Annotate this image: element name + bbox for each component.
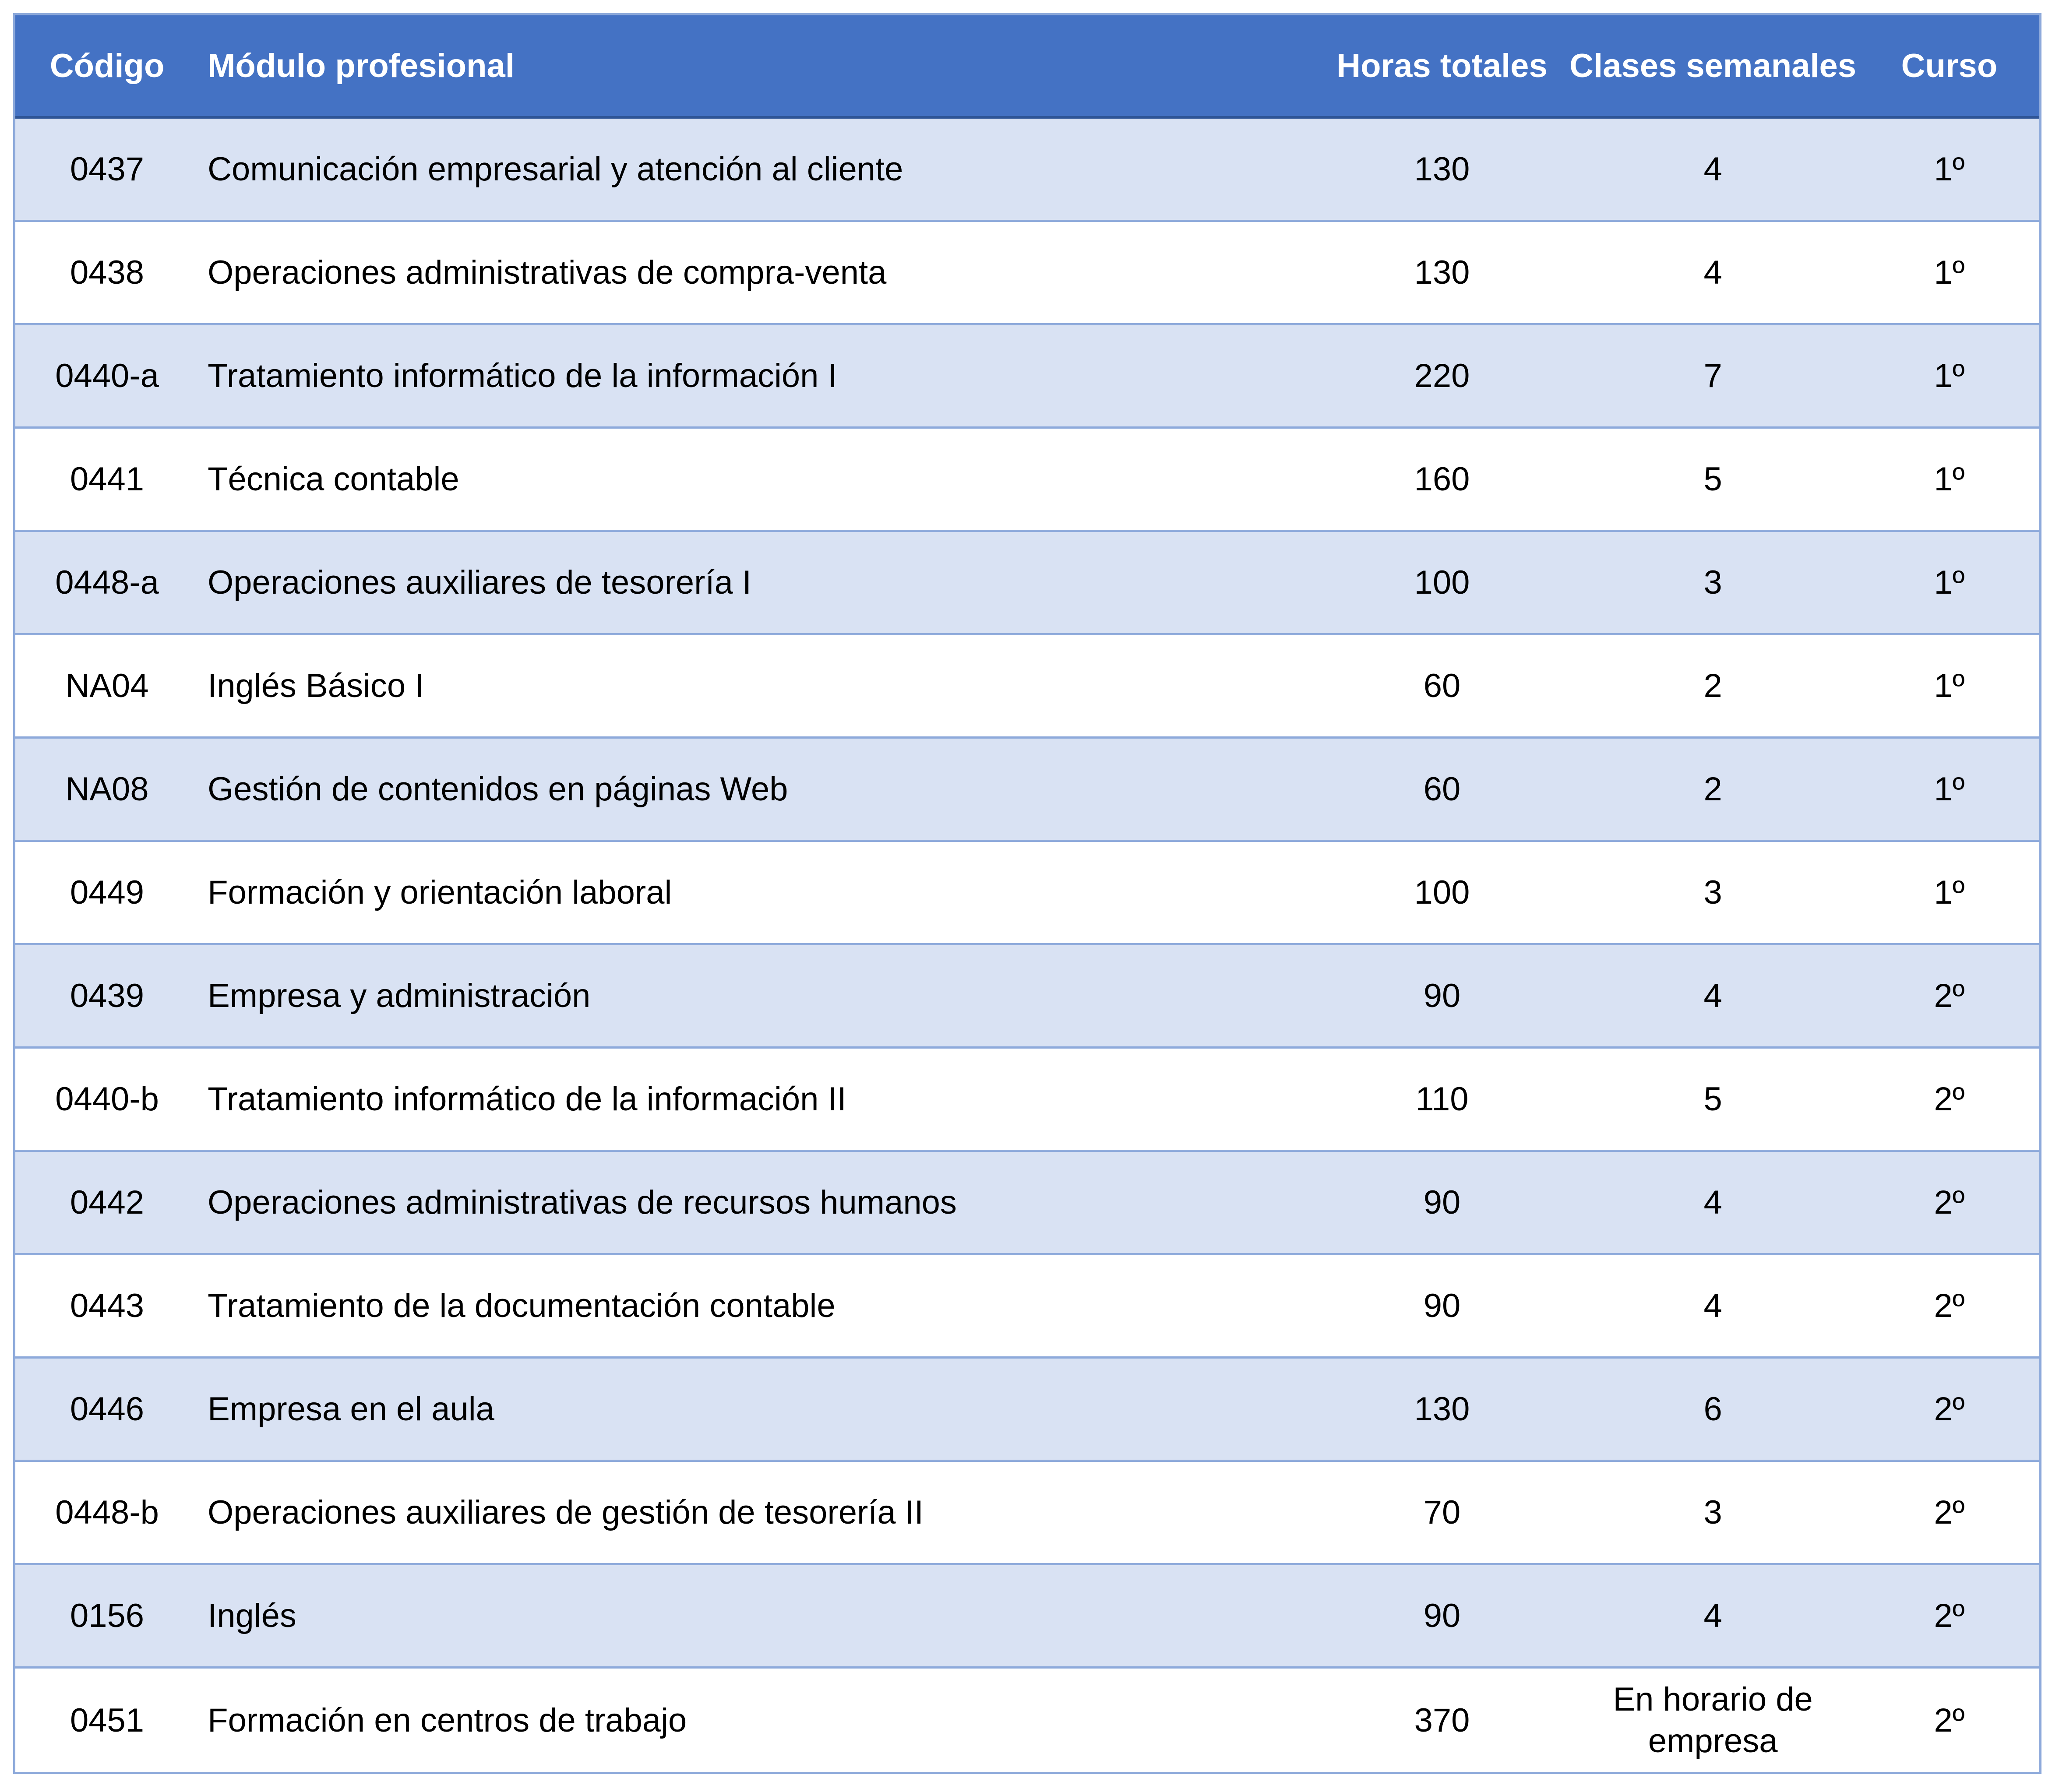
- cell-hours: 60: [1423, 667, 1461, 704]
- cell-course: 1º: [1934, 771, 1965, 808]
- cell-code: 0437: [70, 151, 145, 188]
- cell-module: Operaciones auxiliares de tesorería I: [208, 564, 752, 601]
- table-row: [15, 1049, 2039, 1152]
- cell-course: 2º: [1934, 1081, 1965, 1118]
- cell-course: 1º: [1934, 667, 1965, 704]
- cell-code: 0446: [70, 1391, 145, 1428]
- cell-course: 2º: [1934, 1184, 1965, 1221]
- cell-course: 1º: [1934, 357, 1965, 394]
- table-row: [15, 635, 2039, 739]
- cell-hours: 70: [1423, 1494, 1461, 1531]
- cell-module: Comunicación empresarial y atención al cliente: [208, 151, 903, 188]
- cell-code: 0441: [70, 461, 145, 498]
- cell-weekly: 4: [1703, 1597, 1722, 1634]
- cell-course: 2º: [1934, 1701, 1965, 1739]
- cell-weekly: 3: [1703, 1494, 1722, 1531]
- cell-hours: 220: [1414, 357, 1470, 394]
- cell-course: 1º: [1934, 874, 1965, 911]
- cell-module: Tratamiento de la documentación contable: [208, 1287, 836, 1324]
- header-module: Módulo profesional: [208, 47, 515, 84]
- cell-weekly: 2: [1703, 771, 1722, 808]
- table-row: [15, 739, 2039, 842]
- cell-code: 0449: [70, 874, 145, 911]
- cell-hours: 90: [1423, 1287, 1461, 1324]
- cell-course: 1º: [1934, 461, 1965, 498]
- cell-weekly: En horario de empresa: [1613, 1681, 1813, 1760]
- cell-weekly: 2: [1703, 667, 1722, 704]
- header-code: Código: [49, 47, 165, 84]
- cell-weekly: 4: [1703, 1184, 1722, 1221]
- cell-course: 1º: [1934, 151, 1965, 188]
- cell-hours: 60: [1423, 771, 1461, 808]
- cell-code: 0440-b: [55, 1081, 159, 1118]
- cell-code: 0451: [70, 1701, 145, 1739]
- table-header-row: [15, 15, 2039, 119]
- cell-module: Operaciones administrativas de compra-venta: [208, 254, 887, 291]
- table-row: [15, 1359, 2039, 1462]
- cell-code: NA08: [65, 771, 149, 808]
- table-row: [15, 1462, 2039, 1565]
- cell-module: Tratamiento informático de la información II: [208, 1081, 846, 1118]
- cell-weekly: 4: [1703, 151, 1722, 188]
- cell-code: 0448-b: [55, 1494, 159, 1531]
- cell-hours: 160: [1414, 461, 1470, 498]
- cell-weekly: 5: [1703, 1081, 1722, 1118]
- cell-code: 0448-a: [55, 564, 159, 601]
- cell-course: 2º: [1934, 977, 1965, 1014]
- cell-course: 1º: [1934, 254, 1965, 291]
- cell-course: 2º: [1934, 1597, 1965, 1634]
- cell-hours: 110: [1415, 1081, 1469, 1118]
- cell-weekly: 4: [1703, 1287, 1722, 1324]
- table-row: [15, 119, 2039, 222]
- cell-code: NA04: [65, 667, 149, 704]
- cell-hours: 130: [1414, 151, 1470, 188]
- cell-module: Tratamiento informático de la información I: [208, 357, 837, 394]
- table-row: [15, 945, 2039, 1049]
- cell-module: Formación y orientación laboral: [208, 874, 672, 911]
- table-row: [15, 222, 2039, 325]
- cell-code: 0156: [70, 1597, 145, 1634]
- table-row: [15, 429, 2039, 532]
- table-row: [15, 325, 2039, 429]
- cell-hours: 90: [1423, 1184, 1461, 1221]
- cell-course: 2º: [1934, 1287, 1965, 1324]
- cell-code: 0442: [70, 1184, 145, 1221]
- cell-course: 2º: [1934, 1494, 1965, 1531]
- cell-code: 0439: [70, 977, 145, 1014]
- cell-module: Operaciones administrativas de recursos humanos: [208, 1184, 957, 1221]
- cell-weekly: 4: [1703, 977, 1722, 1014]
- modules-table: [13, 13, 2041, 1774]
- cell-hours: 100: [1414, 564, 1470, 601]
- header-course: Curso: [1901, 47, 1998, 84]
- cell-weekly: 6: [1703, 1391, 1722, 1428]
- cell-module: Operaciones auxiliares de gestión de tesorería II: [208, 1494, 924, 1531]
- table-row: [15, 1565, 2039, 1669]
- cell-course: 2º: [1934, 1391, 1965, 1428]
- table-row: [15, 1255, 2039, 1359]
- table-row: [15, 1152, 2039, 1255]
- table-row: [15, 532, 2039, 635]
- header-hours: Horas totales: [1336, 47, 1548, 84]
- cell-module: Formación en centros de trabajo: [208, 1701, 687, 1739]
- cell-weekly: 3: [1703, 874, 1722, 911]
- table-row: [15, 1669, 2039, 1772]
- cell-course: 1º: [1934, 564, 1965, 601]
- table-body: [15, 119, 2039, 1772]
- table-row: [15, 842, 2039, 945]
- cell-hours: 370: [1414, 1701, 1470, 1739]
- cell-module: Gestión de contenidos en páginas Web: [208, 771, 788, 808]
- cell-weekly: 4: [1703, 254, 1722, 291]
- cell-weekly: 3: [1703, 564, 1722, 601]
- cell-hours: 130: [1414, 254, 1470, 291]
- cell-code: 0443: [70, 1287, 145, 1324]
- header-weekly: Clases semanales: [1569, 47, 1857, 84]
- cell-module: Inglés Básico I: [208, 667, 424, 704]
- cell-hours: 90: [1423, 1597, 1461, 1634]
- cell-module: Técnica contable: [208, 461, 459, 498]
- cell-code: 0438: [70, 254, 145, 291]
- cell-hours: 130: [1414, 1391, 1470, 1428]
- cell-weekly: 7: [1703, 357, 1722, 394]
- cell-module: Inglés: [208, 1597, 296, 1634]
- cell-code: 0440-a: [55, 357, 159, 394]
- cell-hours: 90: [1423, 977, 1461, 1014]
- cell-module: Empresa y administración: [208, 977, 591, 1014]
- cell-hours: 100: [1414, 874, 1470, 911]
- cell-weekly: 5: [1703, 461, 1722, 498]
- cell-module: Empresa en el aula: [208, 1391, 494, 1428]
